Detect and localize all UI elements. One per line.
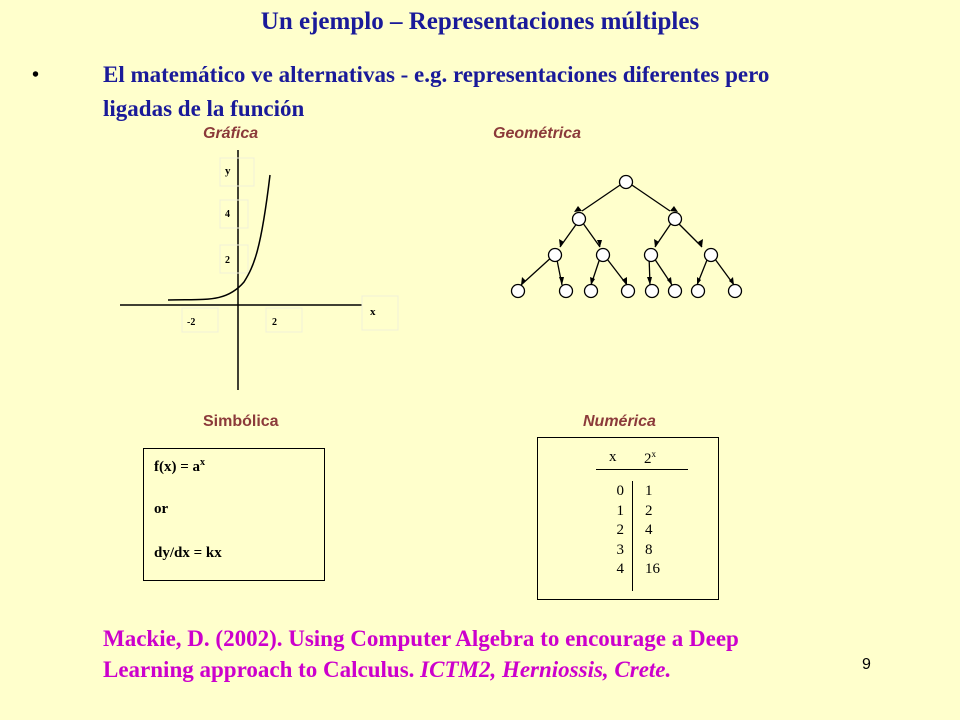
numeric-y-value: 16 xyxy=(645,561,660,577)
y-axis-label: y xyxy=(225,165,231,177)
numeric-y-value: 4 xyxy=(645,522,653,538)
reference xyxy=(103,623,883,685)
symbolic-function: $f(x) = a^x$ xyxy=(154,457,206,475)
x-axis-label: x xyxy=(370,306,376,318)
symbolic-box xyxy=(143,448,325,581)
geometric-label: Geométrica xyxy=(493,125,582,142)
page-number: 9 xyxy=(862,656,871,673)
binary-tree xyxy=(512,176,742,298)
y-tick-label: 4 xyxy=(225,209,230,220)
x-tick-label: -2 xyxy=(187,317,196,328)
numeric-x-value: 1 xyxy=(616,502,624,519)
symbolic-derivative: dy/dx = kx xyxy=(154,545,222,561)
numeric-table xyxy=(537,437,719,600)
numeric-x-value: 2 xyxy=(616,522,624,538)
numeric-x-value: 4 xyxy=(616,561,624,577)
graph-label: Gráfica xyxy=(203,125,259,142)
reference-line-2: Learning approach to Calculus. ICTM2, Herniossis, Crete. xyxy=(103,657,672,682)
numeric-y-value: 2 xyxy=(645,502,653,519)
exponential-curve xyxy=(168,175,270,300)
numeric-column-divider xyxy=(632,481,633,591)
numeric-x-value: 3 xyxy=(616,541,624,558)
slide-title: Un ejemplo – Representaciones múltiples xyxy=(260,8,700,35)
numeric-x-column xyxy=(612,482,624,580)
numeric-header-divider xyxy=(596,469,688,470)
symbolic-label: Simbólica xyxy=(203,413,279,430)
numeric-x-value: 0 xyxy=(616,483,624,499)
symbolic-or: or xyxy=(154,501,169,517)
numeric-header-y: 2$^x$ xyxy=(644,449,656,467)
numeric-y-column xyxy=(645,482,660,580)
bullet-line-1: El matemático ve alternativas - e.g. representaciones diferentes pero xyxy=(103,62,770,87)
bullet-line-2: ligadas de la función xyxy=(103,96,305,121)
numeric-label: Numérica xyxy=(583,413,656,430)
numeric-y-value: 8 xyxy=(645,541,653,558)
bullet-icon: • xyxy=(32,64,40,86)
x-tick-label: 2 xyxy=(272,317,277,328)
reference-line-1: Mackie, D. (2002). Using Computer Algebra to encourage a Deep xyxy=(103,626,739,651)
y-tick-label: 2 xyxy=(225,255,230,266)
numeric-y-value: 1 xyxy=(645,483,653,499)
numeric-header-x: x xyxy=(609,449,617,465)
